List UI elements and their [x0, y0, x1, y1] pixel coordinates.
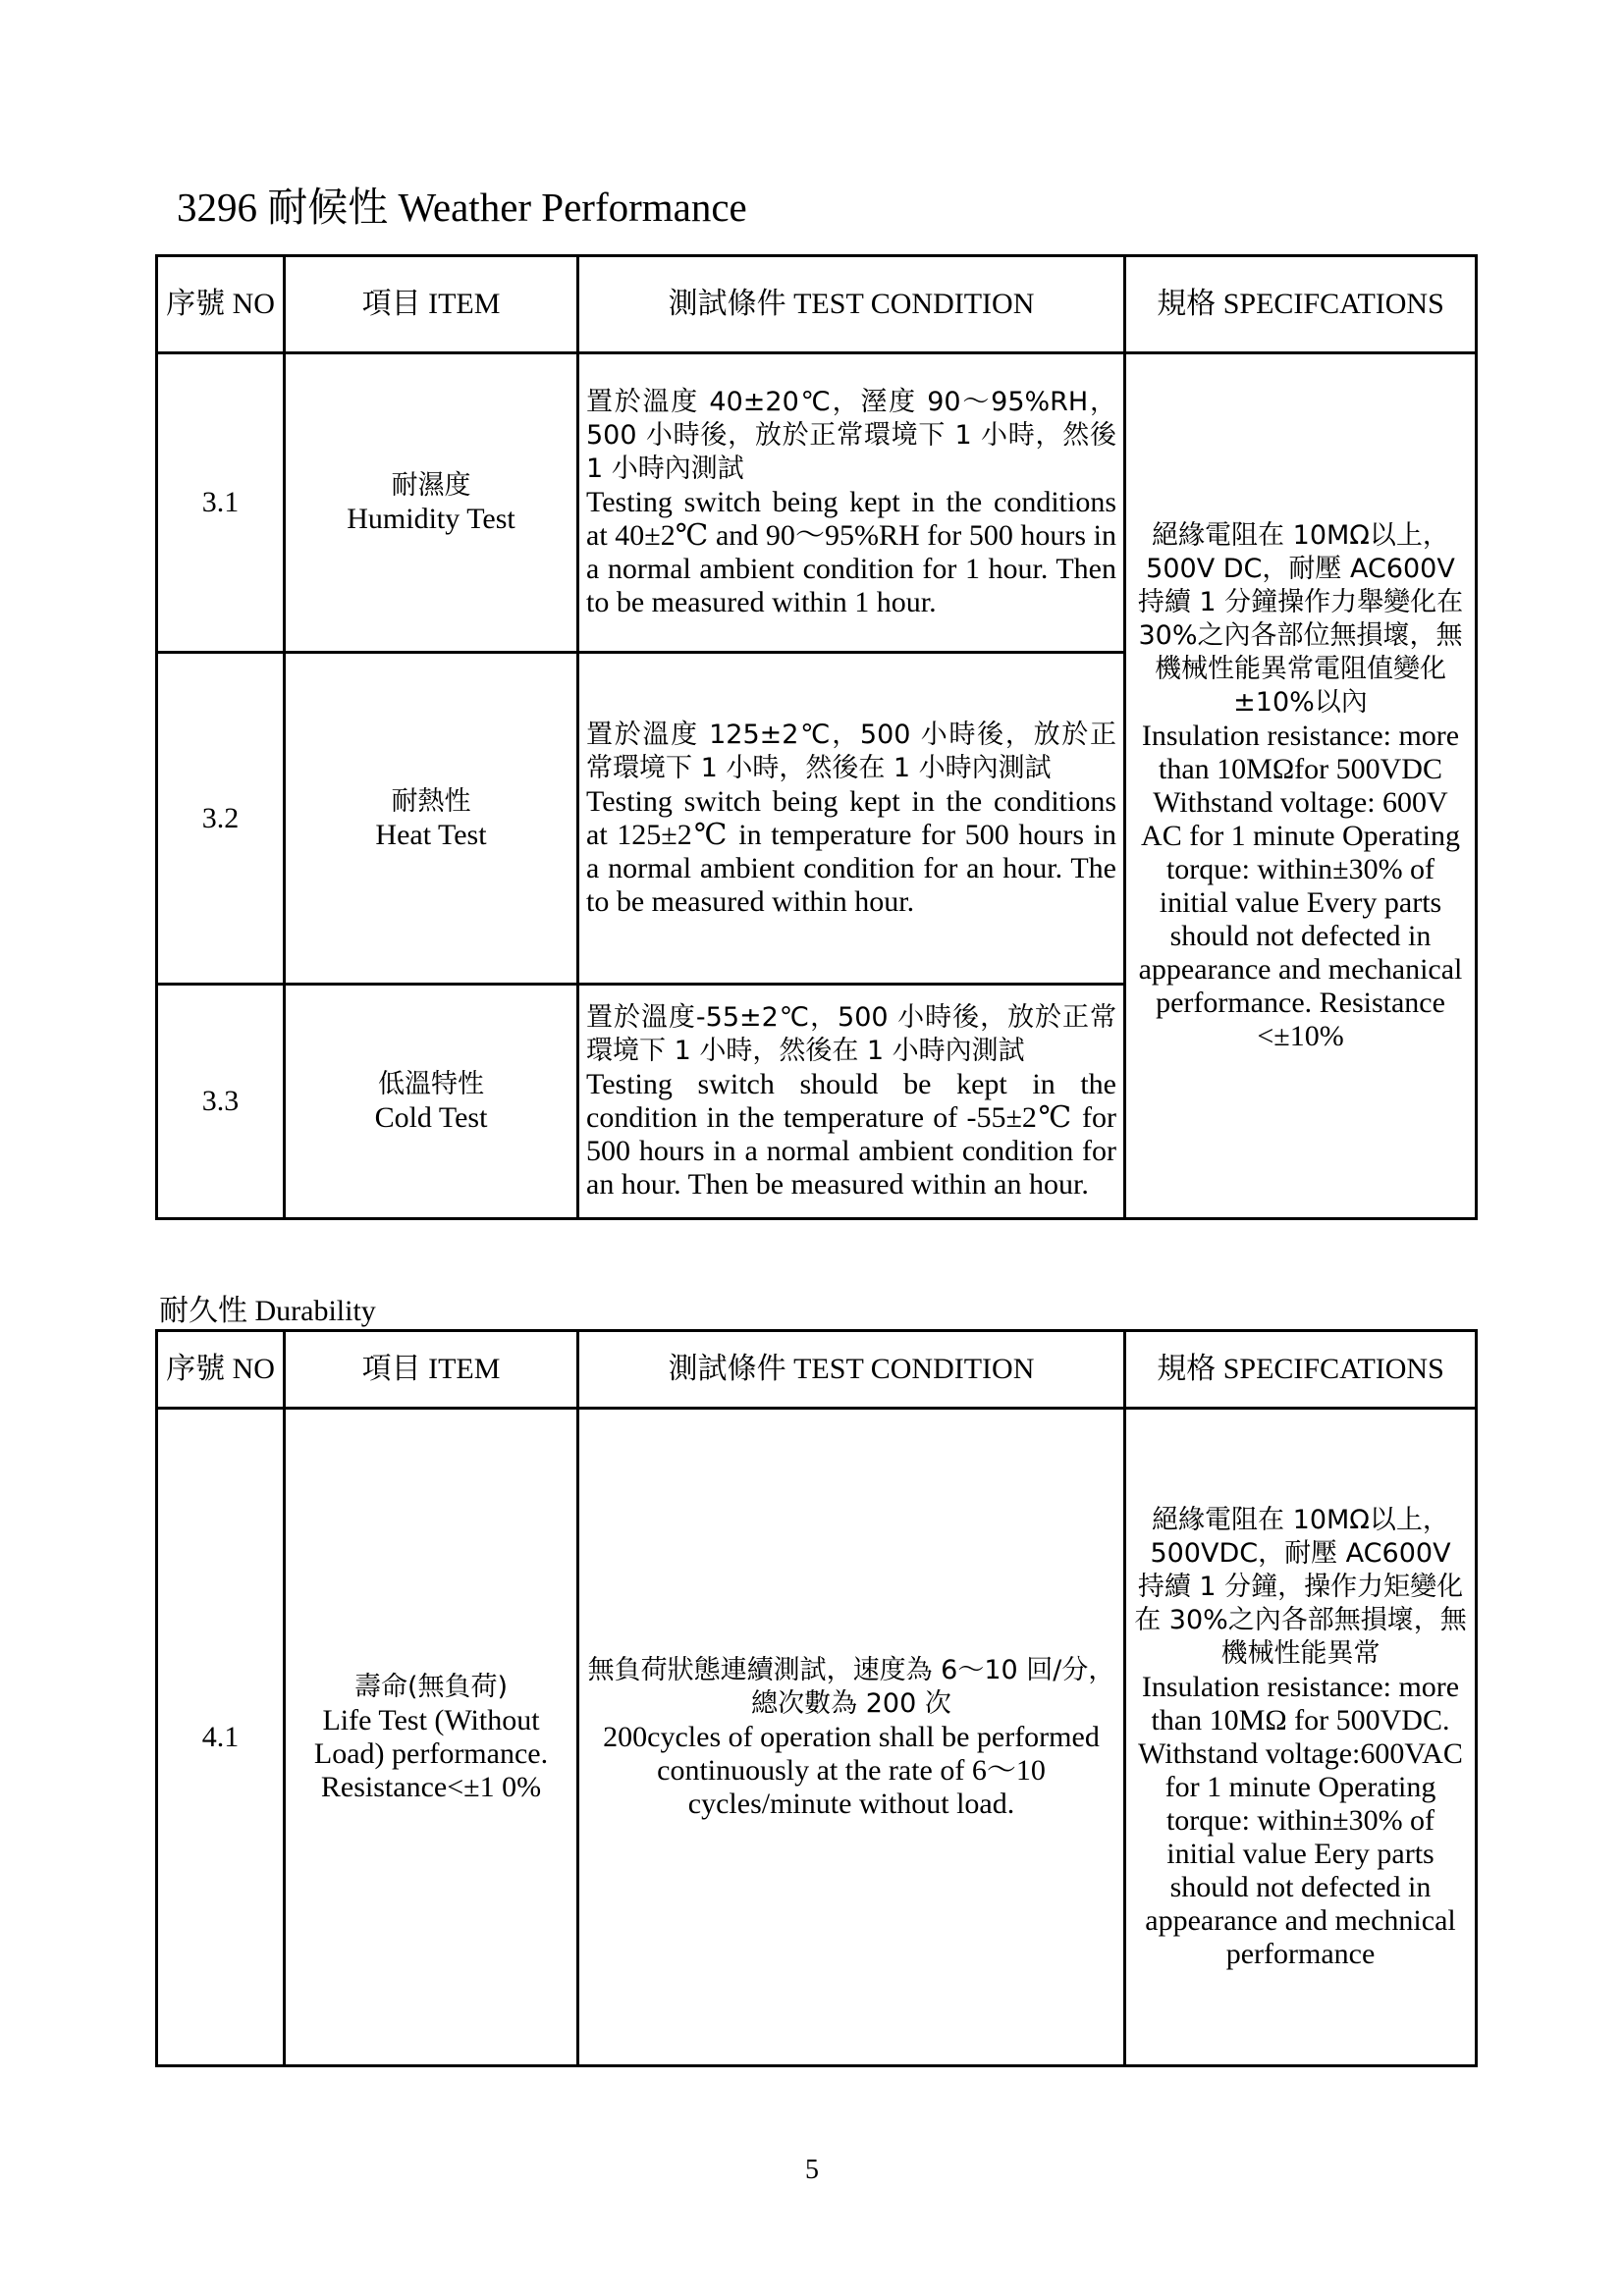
table-row	[157, 353, 1477, 653]
row-no: 3.3	[157, 985, 285, 1219]
row-item	[285, 353, 578, 653]
row-no: 3.2	[157, 653, 285, 985]
spec-zh: 絕緣電阻在 10MΩ以上，500VDC，耐壓 AC600V 持續 1 分鐘，操作力矩變化在 30%之內各部無損壞，無機械性能異常	[1134, 1504, 1467, 1669]
table-header-row	[157, 256, 1477, 353]
section-title: 耐久性 Durability	[159, 1295, 376, 1327]
spec-zh: 絕緣電阻在 10MΩ以上，500V DC，耐壓 AC600V 持續 1 分鐘操作力舉變化在 30%之內各部位無損壞，無機械性能異常電阻值變化±10%以內	[1137, 519, 1464, 718]
page-number: 5	[805, 2155, 819, 2185]
condition-zh: 無負荷狀態連續測試，速度為 6～10 回/分，總次數為 200 次	[587, 1654, 1115, 1719]
item-zh: 耐濕度	[391, 470, 471, 501]
condition-zh: 置於溫度-55±2℃，500 小時後，放於正常環境下 1 小時，然後在 1 小時內測試	[586, 1002, 1116, 1066]
item-zh: 耐熱性	[391, 785, 471, 817]
row-item	[285, 1409, 578, 2066]
condition-zh: 置於溫度 40±20℃，溼度 90～95%RH，500 小時後，放於正常環境下 1 小時，然後 1 小時內測試	[586, 387, 1116, 484]
item-en: Humidity Test	[347, 503, 515, 535]
header-spec: 規格 SPECIFCATIONS	[1125, 256, 1477, 353]
header-condition: 測試條件 TEST CONDITION	[578, 256, 1125, 353]
table-header-row	[157, 1331, 1477, 1409]
row-condition	[578, 1409, 1125, 2066]
condition-en: Testing switch being kept in the conditions at 40±2℃ and 90～95%RH for 500 hours in a normal ambient condition for 1 hour. Then to be measured within 1 hour.	[586, 486, 1116, 618]
row-item	[285, 653, 578, 985]
condition-en: Testing switch being kept in the conditions at 125±2℃ in temperature for 500 hours in a normal ambient condition for an hour. The to be measured within hour.	[586, 784, 1116, 918]
weather-performance-table	[155, 254, 1478, 1220]
header-spec: 規格 SPECIFCATIONS	[1125, 1331, 1477, 1409]
item-en: Life Test (Without Load) performance. Resistance<±1 0%	[313, 1703, 549, 1803]
row-condition	[578, 353, 1125, 653]
header-item: 項目 ITEM	[285, 256, 578, 353]
header-condition: 測試條件 TEST CONDITION	[578, 1331, 1125, 1409]
row-item	[285, 985, 578, 1219]
durability-table	[155, 1329, 1478, 2067]
condition-en: Testing switch should be kept in the condition in the temperature of -55±2℃ for 500 hours in a normal ambient condition for an hour. Then be measured within an hour.	[586, 1068, 1116, 1201]
condition-en: 200cycles of operation shall be performed continuously at the rate of 6～10 cycles/minute without load.	[603, 1720, 1100, 1820]
row-spec	[1125, 1409, 1477, 2066]
item-zh: 低溫特性	[378, 1069, 484, 1099]
row-spec	[1125, 353, 1477, 1219]
condition-zh: 置於溫度 125±2℃，500 小時後，放於正常環境下 1 小時，然後在 1 小時內測試	[586, 719, 1116, 783]
table-row	[157, 1409, 1477, 2066]
item-en: Heat Test	[375, 818, 487, 851]
row-condition	[578, 653, 1125, 985]
page-title: 3296 耐候性 Weather Performance	[177, 185, 747, 230]
row-condition	[578, 985, 1125, 1219]
item-zh: 壽命(無負荷)	[353, 1671, 509, 1702]
row-no: 4.1	[157, 1409, 285, 2066]
item-en: Cold Test	[374, 1101, 488, 1134]
header-item: 項目 ITEM	[285, 1331, 578, 1409]
spec-en: Insulation resistance: more than 10MΩ for 500VDC. Withstand voltage:600VAC for 1 minute Operating torque: within±30% of initial value Eery parts should not defected in appearance and mechnical performance	[1138, 1670, 1463, 1970]
row-no: 3.1	[157, 353, 285, 653]
header-no: 序號 NO	[157, 1331, 285, 1409]
spec-en: Insulation resistance: more than 10MΩfor 500VDC Withstand voltage: 600V AC for 1 minute Operating torque: within±30% of initial value Every parts should not defected in appearance and mechanical performance. Resistance <±10%	[1138, 719, 1463, 1052]
header-no: 序號 NO	[157, 256, 285, 353]
